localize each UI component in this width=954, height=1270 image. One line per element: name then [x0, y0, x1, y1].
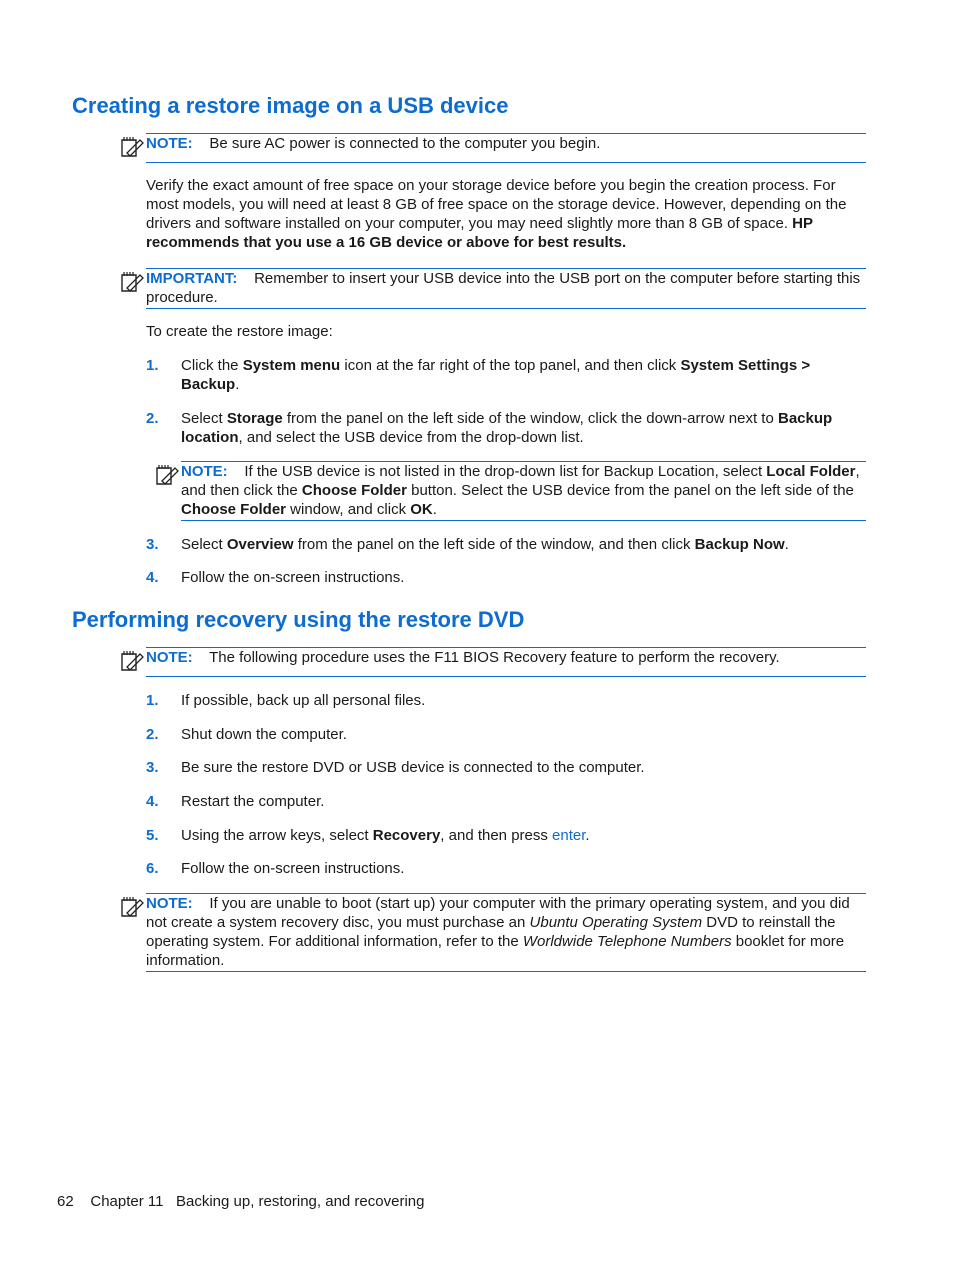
section-heading: Performing recovery using the restore DVD	[72, 607, 525, 632]
note-icon	[119, 649, 145, 673]
list-text: Click the System menu icon at the far right of the top panel, and then click System Settings > Backup.	[181, 357, 811, 393]
note-box	[146, 893, 866, 972]
enter-link[interactable]: enter	[552, 827, 586, 844]
note-icon	[119, 895, 145, 919]
list-text: Be sure the restore DVD or USB device is connected to the computer.	[181, 759, 645, 776]
list-number: 5.	[146, 827, 159, 844]
note-text: Be sure AC power is connected to the computer you begin.	[209, 135, 601, 152]
list-number: 4.	[146, 793, 159, 810]
intro-text: To create the restore image:	[146, 323, 333, 340]
important-label: IMPORTANT:	[146, 270, 238, 287]
list-text: Select Overview from the panel on the left side of the window, and then click Backup Now.	[181, 536, 789, 553]
page-number: 62	[57, 1193, 74, 1210]
paragraph-text: Verify the exact amount of free space on your storage device before you begin the creation process. For most models, you will need at least 8 GB of free space on the storage device. However, depending on the drivers and software installed on your computer, you may need slightly more than 8 GB of space.	[146, 177, 847, 232]
section-heading: Creating a restore image on a USB device	[72, 93, 509, 118]
list-number: 3.	[146, 536, 159, 553]
paragraph	[146, 176, 868, 252]
note-box	[146, 133, 866, 163]
note-text: If the USB device is not listed in the drop-down list for Backup Location, select Local Folder, and then click the Choose Folder button. Select the USB device from the panel on the left side of the Choose Folder window, and click OK.	[181, 463, 860, 518]
note-box	[181, 461, 866, 521]
note-box	[146, 647, 866, 677]
list-text: Shut down the computer.	[181, 726, 347, 743]
important-icon	[119, 270, 145, 294]
note-icon	[119, 135, 145, 159]
note-text: If you are unable to boot (start up) your computer with the primary operating system, and you did not create a system recovery disc, you must purchase an Ubuntu Operating System DVD to reinstall the operating system. For additional information, refer to the Worldwide Telephone Numbers booklet for more information.	[146, 895, 850, 969]
important-box	[146, 268, 866, 309]
important-text: Remember to insert your USB device into the USB port on the computer before starting this procedure.	[146, 270, 861, 306]
note-label: NOTE:	[146, 135, 193, 152]
list-number: 1.	[146, 692, 159, 709]
note-label: NOTE:	[146, 895, 193, 912]
list-number: 6.	[146, 860, 159, 877]
list-text: If possible, back up all personal files.	[181, 692, 426, 709]
list-number: 2.	[146, 726, 159, 743]
list-text: Follow the on-screen instructions.	[181, 860, 405, 877]
chapter-label: Chapter 11	[90, 1193, 164, 1210]
page-footer	[57, 1192, 424, 1211]
note-icon	[154, 463, 180, 487]
list-text: Follow the on-screen instructions.	[181, 569, 405, 586]
list-number: 3.	[146, 759, 159, 776]
note-label: NOTE:	[181, 463, 228, 480]
chapter-title: Backing up, restoring, and recovering	[175, 1193, 425, 1210]
list-text: Select Storage from the panel on the left side of the window, click the down-arrow next to Backup location, and select the USB device from the drop-down list.	[181, 410, 833, 446]
list-text: Using the arrow keys, select Recovery, and then press enter.	[181, 827, 590, 844]
list-number: 4.	[146, 569, 159, 586]
note-label: NOTE:	[146, 649, 193, 666]
paragraph-bold: HP recommends that you use a 16 GB device or above for best results.	[146, 215, 813, 251]
list-number: 1.	[146, 357, 159, 374]
note-text: The following procedure uses the F11 BIOS Recovery feature to perform the recovery.	[209, 649, 780, 666]
list-number: 2.	[146, 410, 159, 427]
list-text: Restart the computer.	[181, 793, 325, 810]
